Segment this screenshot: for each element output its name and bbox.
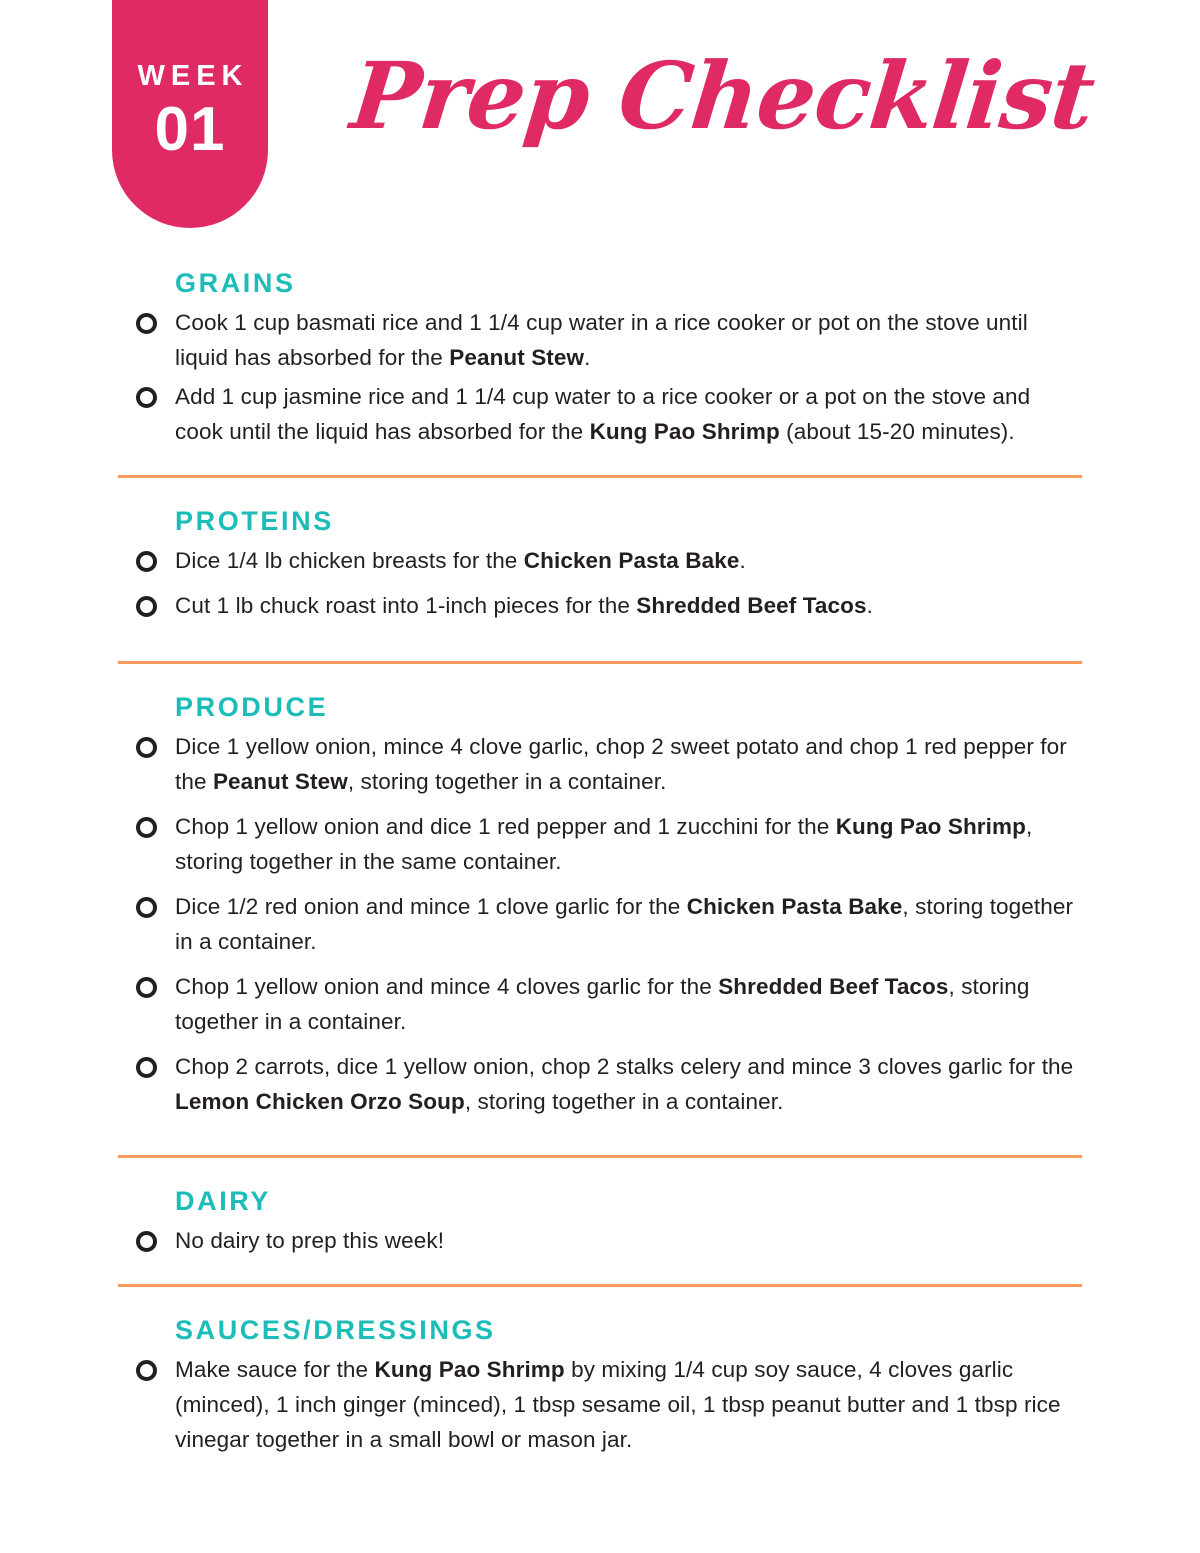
week-badge bbox=[112, 0, 268, 228]
checklist-item-text bbox=[175, 1352, 1082, 1457]
section-title: DAIRY bbox=[175, 1186, 272, 1216]
recipe-name: Chicken Pasta Bake bbox=[686, 894, 903, 919]
item-text-run: Cook 1 cup basmati rice and 1 1/4 cup water in a rice cooker or pot on the stove until liquid has absorbed for the bbox=[175, 310, 1028, 370]
page-header bbox=[0, 0, 1200, 250]
recipe-name: Kung Pao Shrimp bbox=[374, 1357, 565, 1382]
recipe-name: Kung Pao Shrimp bbox=[835, 814, 1026, 839]
page-title: Prep Checklist bbox=[346, 42, 1099, 150]
checklist-items bbox=[118, 729, 1082, 1119]
checkbox-circle-icon[interactable] bbox=[136, 551, 157, 572]
item-text-run: Chop 2 carrots, dice 1 yellow onion, chop 2 stalks celery and mince 3 cloves garlic for the bbox=[175, 1054, 1074, 1079]
recipe-name: Shredded Beef Tacos bbox=[636, 593, 867, 618]
section-dairy bbox=[0, 1158, 1200, 1284]
item-text-run: . bbox=[584, 345, 591, 370]
section-title: GRAINS bbox=[175, 268, 296, 298]
checklist-content bbox=[0, 252, 1200, 1493]
checkbox-circle-icon[interactable] bbox=[136, 977, 157, 998]
recipe-name: Shredded Beef Tacos bbox=[718, 974, 949, 999]
checklist-item-text bbox=[175, 379, 1082, 449]
item-text-run: Dice 1/2 red onion and mince 1 clove garlic for the bbox=[175, 894, 687, 919]
section-produce bbox=[0, 664, 1200, 1155]
checklist-items bbox=[118, 1223, 1082, 1258]
recipe-name: Lemon Chicken Orzo Soup bbox=[175, 1089, 465, 1114]
checklist-item[interactable] bbox=[118, 809, 1082, 879]
checklist-item[interactable] bbox=[118, 543, 1082, 578]
checklist-item[interactable] bbox=[118, 305, 1082, 375]
item-text-run: No dairy to prep this week! bbox=[175, 1228, 445, 1253]
checklist-item-text bbox=[175, 969, 1082, 1039]
checklist-items bbox=[118, 1352, 1082, 1457]
checklist-item-text bbox=[175, 729, 1082, 799]
checklist-item-text bbox=[175, 305, 1082, 375]
item-text-run: , storing together in the same container. bbox=[175, 814, 1033, 874]
checklist-item[interactable] bbox=[118, 969, 1082, 1039]
recipe-name: Peanut Stew bbox=[212, 769, 348, 794]
checkbox-circle-icon[interactable] bbox=[136, 387, 157, 408]
item-text-run: , storing together in a container. bbox=[347, 769, 667, 794]
checkbox-circle-icon[interactable] bbox=[136, 313, 157, 334]
checklist-item[interactable] bbox=[118, 1352, 1082, 1457]
checklist-item[interactable] bbox=[118, 889, 1082, 959]
checkbox-circle-icon[interactable] bbox=[136, 1360, 157, 1381]
item-text-run: Dice 1 yellow onion, mince 4 clove garlic, chop 2 sweet potato and chop 1 red pepper for the bbox=[175, 734, 1067, 794]
item-text-run: , storing together in a container. bbox=[175, 894, 1074, 954]
recipe-name: Chicken Pasta Bake bbox=[523, 548, 740, 573]
checklist-item-text bbox=[175, 889, 1082, 959]
checklist-item-text bbox=[175, 1049, 1082, 1119]
section-proteins bbox=[0, 478, 1200, 661]
week-number: 01 bbox=[154, 95, 226, 164]
checkbox-circle-icon[interactable] bbox=[136, 1231, 157, 1252]
checklist-item[interactable] bbox=[118, 729, 1082, 799]
week-label: WEEK bbox=[137, 60, 249, 92]
checklist-item-text bbox=[175, 588, 1082, 623]
item-text-run: . bbox=[739, 548, 746, 573]
item-text-run: Cut 1 lb chuck roast into 1-inch pieces for the bbox=[175, 593, 637, 618]
recipe-name: Peanut Stew bbox=[449, 345, 585, 370]
checklist-item[interactable] bbox=[118, 588, 1082, 623]
item-text-run: Chop 1 yellow onion and mince 4 cloves garlic for the bbox=[175, 974, 719, 999]
section-grains bbox=[0, 252, 1200, 475]
checklist-item[interactable] bbox=[118, 1049, 1082, 1119]
checkbox-circle-icon[interactable] bbox=[136, 817, 157, 838]
checkbox-circle-icon[interactable] bbox=[136, 737, 157, 758]
recipe-name: Kung Pao Shrimp bbox=[589, 419, 780, 444]
item-text-run: , storing together in a container. bbox=[464, 1089, 784, 1114]
item-text-run: . bbox=[866, 593, 873, 618]
item-text-run: Chop 1 yellow onion and dice 1 red pepper and 1 zucchini for the bbox=[175, 814, 836, 839]
checkbox-circle-icon[interactable] bbox=[136, 1057, 157, 1078]
section-title: PRODUCE bbox=[175, 692, 329, 722]
item-text-run: Make sauce for the bbox=[175, 1357, 375, 1382]
checkbox-circle-icon[interactable] bbox=[136, 596, 157, 617]
item-text-run: , storing together in a container. bbox=[175, 974, 1030, 1034]
checklist-item[interactable] bbox=[118, 1223, 1082, 1258]
checklist-item-text bbox=[175, 543, 1082, 578]
checklist-items bbox=[118, 305, 1082, 449]
item-text-run: Dice 1/4 lb chicken breasts for the bbox=[175, 548, 524, 573]
section-title: PROTEINS bbox=[175, 506, 334, 536]
item-text-run: by mixing 1/4 cup soy sauce, 4 cloves garlic (minced), 1 inch ginger (minced), 1 tbsp sesame oil, 1 tbsp peanut butter and 1 tbsp rice vinegar together in a small bowl or mason jar. bbox=[175, 1357, 1061, 1452]
section-sauces-dressings bbox=[0, 1287, 1200, 1493]
checklist-items bbox=[118, 543, 1082, 623]
section-title: SAUCES/DRESSINGS bbox=[175, 1315, 496, 1345]
checklist-item-text bbox=[175, 809, 1082, 879]
checkbox-circle-icon[interactable] bbox=[136, 897, 157, 918]
item-text-run: (about 15-20 minutes). bbox=[779, 419, 1015, 444]
checklist-item[interactable] bbox=[118, 379, 1082, 449]
checklist-item-text bbox=[175, 1223, 1082, 1258]
item-text-run: Add 1 cup jasmine rice and 1 1/4 cup water to a rice cooker or a pot on the stove and cook until the liquid has absorbed for the bbox=[175, 384, 1031, 444]
